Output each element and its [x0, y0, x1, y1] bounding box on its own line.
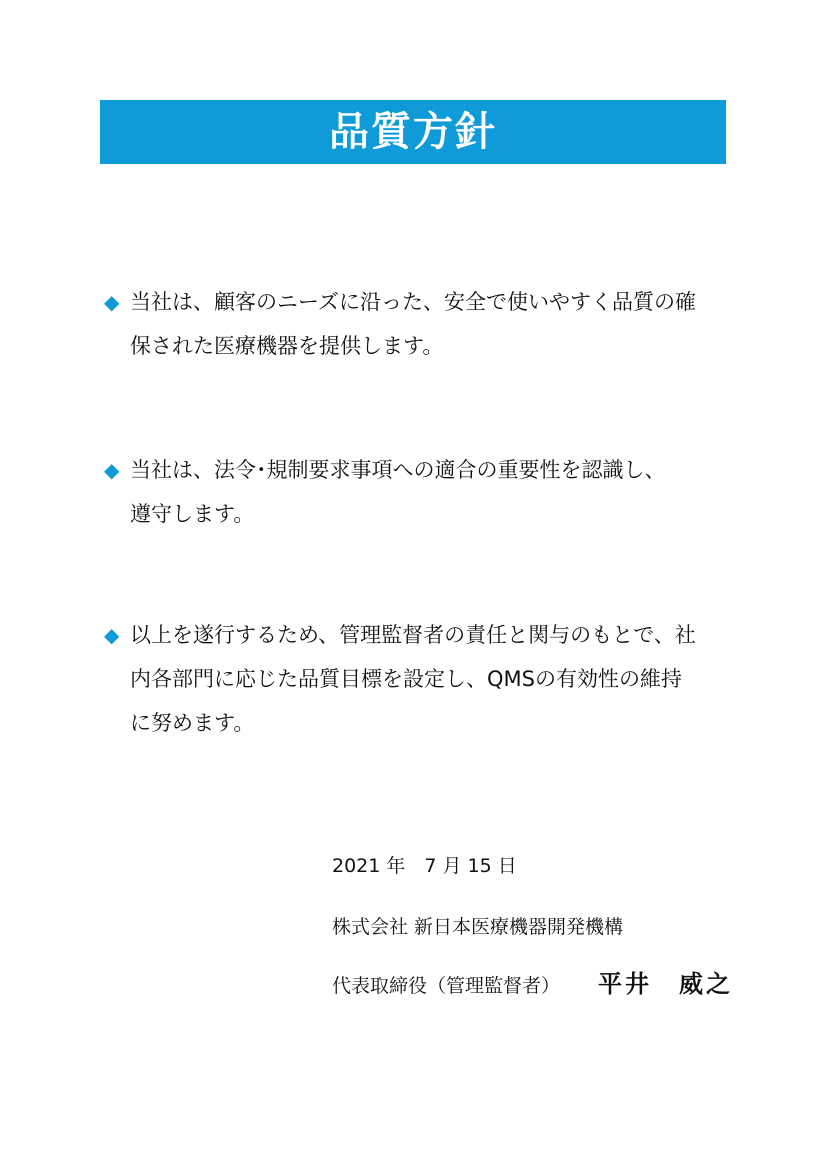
- diamond-bullet-icon: ◆: [104, 458, 120, 482]
- page-title: 品質方針: [329, 109, 497, 155]
- policy-text-2: 当社は、法令･規制要求事項への適合の重要性を認識し、 遵守します。: [130, 458, 666, 526]
- company-name: 株式会社 新日本医療機器開発機構: [332, 916, 624, 938]
- policy-item-1: [100, 280, 730, 368]
- title-banner: [100, 100, 726, 164]
- issue-date: 2021 年 7 月 15 日: [332, 855, 517, 877]
- diamond-bullet-icon: ◆: [104, 623, 120, 647]
- diamond-bullet-icon: ◆: [104, 290, 120, 314]
- policy-text-3: 以上を遂行するため、管理監督者の責任と関与のもとで、社 内各部門に応じた品質目標を設定し、QMSの有効性の維持 に努めます。: [130, 623, 696, 735]
- policy-item-3: [100, 613, 730, 745]
- policy-item-2: [100, 448, 730, 536]
- policy-text-1: 当社は、顧客のニーズに沿った、安全で使いやすく品質の確 保された医療機器を提供します。: [130, 290, 696, 358]
- representative-title: 代表取締役（管理監督者）: [332, 975, 561, 997]
- representative-name: 平井 威之: [598, 970, 733, 998]
